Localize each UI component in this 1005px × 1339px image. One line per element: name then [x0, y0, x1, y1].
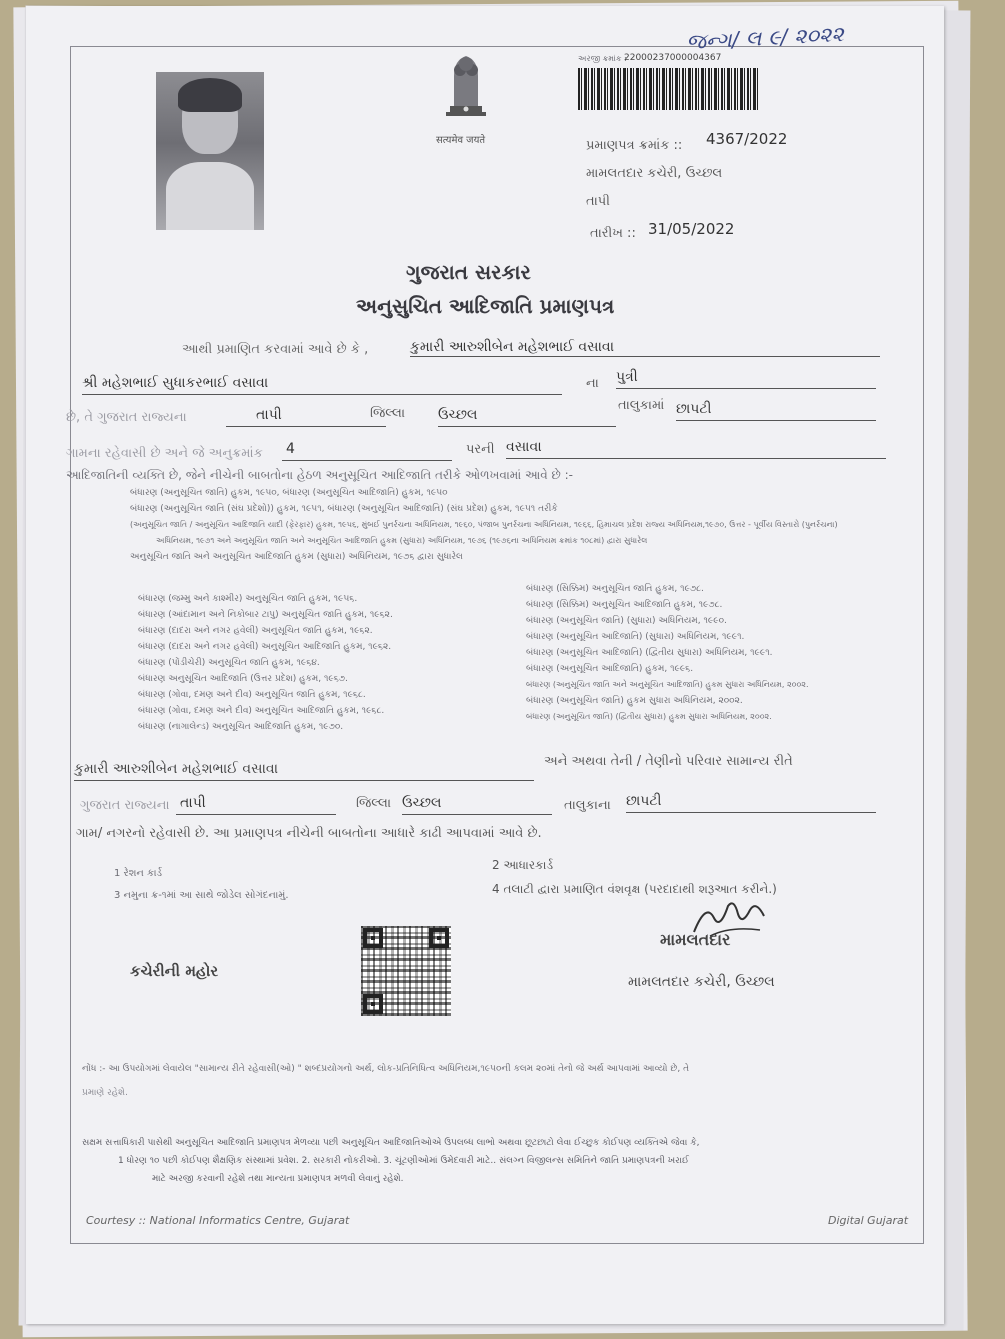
orders-left-column [138, 594, 393, 738]
residence-village: છાપટી [626, 793, 662, 809]
residence-district-label: જિલ્લા [356, 796, 392, 811]
applicant-photo [156, 72, 264, 230]
family-text: અને અથવા તેની / તેણીનો પરિવાર સામાન્ય રીતે [544, 754, 793, 769]
header-district: તાપી [586, 194, 610, 209]
tribe: વસાવા [506, 439, 542, 455]
relation-label: ના [586, 376, 599, 391]
note-line-1: નોંધ :- આ ઉપયોગમાં લેવાયેલ "સામાન્ય રીતે રહેવાસી(ઓ) " શબ્દપ્રયોગનો અર્થ, લોક-પ્રતિનિધિત્વ અધિનિયમ,૧૯૫૦ની કલમ ૨૦માં તેનો જે અર્થ આપવામાં આવ્યો છે, તે [82, 1064, 690, 1074]
tribe-suffix: આદિજાતિની વ્યક્તિ છે, જેને નીચેની બાબતોના હેઠળ અનુસૂચિત આદિજાતિ તરીકે ઓળખવામાં આવે છે :- [66, 468, 574, 482]
cert-no: 4367/2022 [706, 130, 788, 148]
signatory-office: મામલતદાર કચેરી, ઉચ્છલ [628, 974, 775, 990]
certificate-sheet [26, 6, 944, 1324]
para-line-2: 1 ધોરણ ૧૦ પછી કોઈપણ શૈક્ષણિક સંસ્થામાં પ્રવેશ. 2. સરકારી નોકરીઓ. 3. ચૂંટણીઓમાં ઉમેદવારી માટે.. સંલગ્ન વિજીલન્સ સમિતિને જાતિ પ્રમાણપત્રની ખરાઈ [118, 1156, 689, 1166]
order-line: બંધારણ (અનુસૂચિત જાતિ) હુકમ, ૧૯૫૦, બંધારણ (અનુસૂચિત આદિજાતિ) હુકમ, ૧૯૫૦ [130, 488, 448, 498]
taluka-name: ઉચ્છલ [438, 407, 478, 423]
cert-no-label: પ્રમાણપત્ર ક્રમાંક :: [586, 138, 683, 153]
order-right-item: બંધારણ (સિક્કિમ) અનુસૂચિત જાતિ હુકમ, ૧૯૭૮. [526, 584, 704, 594]
header-office: મામલતદાર કચેરી, ઉચ્છલ [586, 166, 723, 181]
order-line: બંધારણ (અનુસૂચિત જાતિ (સંઘ પ્રદેશો)) હુકમ, ૧૯૫૧, બંધારણ (અનુસૂચિત આદિજાતિ) (સંઘ પ્રદેશ) હુકમ, ૧૯૫૧ તરીકે [130, 504, 558, 514]
residence-taluka-label: તાલુકાના [564, 798, 611, 813]
order-left-item: બંધારણ અનુસૂચિત આદિજાતિ (ઉત્તર પ્રદેશ) હુકમ, ૧૯૬૭. [138, 674, 348, 684]
order-left-item: બંધારણ (દાદરા અને નગર હવેલી) અનુસૂચિત આદિજાતિ હુકમ, ૧૯૬૨. [138, 642, 392, 652]
document-2: 2 આધારકાર્ડ [492, 858, 554, 872]
digital-gujarat-text: Digital Gujarat [828, 1214, 909, 1227]
order-line: અનુસૂચિત જાતિ અને અનુસૂચિત આદિજાતિ હુકમ (સુધારા) અધિનિયમ, ૧૯૭૬ દ્વારા સુધારેલ [130, 552, 463, 562]
applicant-name: કુમારી આરુશીબેન મહેશભાઈ વસાવા [410, 339, 615, 355]
father-name: શ્રી મહેશભાઈ સુધાકરભાઈ વસાવા [82, 375, 269, 391]
taluka-field [438, 404, 616, 427]
document-3: 3 નમુના ક્ર-૧માં આ સાથે જોડેલ સોગંદનામું. [114, 890, 289, 901]
basis-text: ગામ/ નગરનો રહેવાસી છે. આ પ્રમાણપત્ર નીચેની બાબતોના આધારે કાઢી આપવામાં આવે છે. [76, 826, 542, 841]
residence-district: તાપી [180, 795, 206, 811]
relation-field [616, 366, 876, 389]
relation: પુત્રી [616, 369, 638, 385]
emblem-motto: सत्यमेव जयते [436, 135, 486, 146]
note-line-2: પ્રમાણે રહેશે. [82, 1088, 128, 1098]
residence-state-prefix: ગુજરાત રાજ્યના [80, 798, 170, 813]
handwritten-ref: જન્ગ/ લ ૯/ ૨૦૨૨ [685, 21, 845, 55]
resident-text: ગામના રહેવાસી છે અને જે અનુક્રમાંક [66, 446, 263, 461]
father-name-field [82, 372, 562, 395]
order-left-item: બંધારણ (પોંડીચેરી) અનુસૂચિત જાતિ હુકમ, ૧૯૬૪. [138, 658, 320, 668]
tribe-field [506, 436, 886, 459]
document-4: 4 તલાટી દ્વારા પ્રમાણિત વંશવૃક્ષ (પરદાદાથી શરૂઆત કરીને.) [492, 882, 777, 896]
order-left-item: બંધારણ (ગોવા, દમણ અને દીવ) અનુસૂચિત આદિજાતિ હુકમ, ૧૯૬૮. [138, 706, 385, 716]
para-line-1: સક્ષમ સત્તાધિકારી પાસેથી અનુસૂચિત આદિજાતિ પ્રમાણપત્ર મેળવ્યા પછી અનુસૂચિત આદિજાતિઓએ ઉપલબ્ધ લાભો અથવા છૂટછાટો લેવા ઈચ્છુક કોઈપણ વ્યક્તિએ જેવા કે, [82, 1138, 700, 1148]
order-line: અધિનિયમ, ૧૯૭૧ અને અનુસૂચિત જાતિ અને અનુસૂચિત આદિજાતિ હુકમ (સુધારા) અધિનિયમ, ૧૯૭૬ (૧૯૭૬ના અધિનિયમ ક્રમાંક ૧૦૮માં) દ્વારા સુધારેલ [156, 536, 648, 545]
order-right-item: બંધારણ (અનુસૂચિત આદિજાતિ) હુકમ, ૧૯૯૬. [526, 664, 694, 674]
residence-taluka-field [402, 792, 552, 815]
national-emblem-icon [436, 46, 496, 128]
govt-title: ગુજરાત સરકાર [406, 260, 531, 284]
barcode-label: અરજી ક્રમાંક : [578, 54, 627, 63]
district: તાપી [256, 407, 282, 423]
parni-label: પરની [466, 442, 495, 457]
applicant-name-field [410, 336, 880, 357]
district-field [226, 404, 386, 427]
order-left-item: બંધારણ (દાદરા અને નગર હવેલી) અનુસૂચિત જાતિ હુકમ, ૧૯૬૨. [138, 626, 373, 636]
village: છાપટી [676, 401, 712, 417]
order-right-item: બંધારણ (અનુસૂચિત જાતિ) હુકમ સુધારા અધિનિયમ, ૨૦૦૨. [526, 696, 743, 706]
office-seal-label: કચેરીની મહોર [130, 962, 219, 980]
state-prefix: છે, તે ગુજરાત રાજ્યના [66, 410, 187, 425]
village-field [676, 398, 876, 421]
residence-district-field [176, 792, 336, 815]
order-right-item: બંધારણ (અનુસૂચિત આદિજાતિ) (સુધારા) અધિનિયમ, ૧૯૯૧. [526, 632, 745, 642]
courtesy-text: Courtesy :: National Informatics Centre, Gujarat [86, 1214, 350, 1227]
order-right-item: બંધારણ (અનુસૂચિત આદિજાતિ) (દ્વિતીય સુધારા) અધિનિયમ, ૧૯૯૧. [526, 648, 773, 658]
para-line-3: માટે અરજી કરવાની રહેશે તથા માન્યતા પ્રમાણપત્ર મળવી લેવાનું રહેશે. [152, 1174, 404, 1184]
order-left-item: બંધારણ (જમ્મુ અને કાશ્મીર) અનુસૂચિત જાતિ હુકમ, ૧૯૫૬. [138, 594, 358, 604]
qr-code [361, 926, 451, 1016]
district-label: જિલ્લા [370, 406, 406, 421]
order-right-item: બંધારણ (અનુસૂચિત જાતિ) (સુધારા) અધિનિયમ, ૧૯૯૦. [526, 616, 727, 626]
document-1: 1 રેશન કાર્ડ [114, 868, 163, 879]
order-right-item: બંધારણ (સિક્કિમ) અનુસૂચિત આદિજાતિ હુકમ, ૧૯૭૮. [526, 600, 723, 610]
order-left-item: બંધારણ (ગોવા, દમણ અને દીવ) અનુસૂચિત જાતિ હુકમ, ૧૯૬૮. [138, 690, 366, 700]
residence-village-field [626, 790, 876, 813]
residence-name-field [74, 758, 534, 781]
order-left-item: બંધારણ (નાગાલેન્ડ) અનુસૂચિત આદિજાતિ હુકમ, ૧૯૭૦. [138, 722, 344, 732]
order-right-item: બંધારણ (અનુસૂચિત જાતિ અને અનુસૂચિત આદિજાતિ) હુકમ સુધારા અધિનિયમ, ૨૦૦૨. [526, 680, 809, 689]
issue-date: 31/05/2022 [648, 220, 735, 238]
serial-no: 4 [286, 441, 295, 457]
residence-taluka-name: ઉચ્છલ [402, 795, 442, 811]
serial-field [282, 438, 452, 461]
order-left-item: બંધારણ (આંદામાન અને નિકોબાર ટાપુ) અનુસૂચિત જાતિ હુકમ, ૧૯૬૨. [138, 610, 393, 620]
certificate-title: અનુસુચિત આદિજાતિ પ્રમાણપત્ર [356, 294, 615, 318]
certify-prefix: આથી પ્રમાણિત કરવામાં આવે છે કે , [182, 342, 369, 357]
taluka-label: તાલુકામાં [618, 398, 665, 413]
order-line: (અનુસૂચિત જાતિ / અનુસૂચિત આદિજાતિ યાદી (ફેરફાર) હુકમ, ૧૯૫૬, મુંબઈ પુનર્રચના અધિનિયમ, ૧૯૬૦, પંજાબ પુનર્રચના અધિનિયમ, ૧૯૬૬, હિમાચલ પ્રદેશ રાજ્ય અધિનિયમ,૧૯૭૦, ઉત્તર - પૂર્વીય વિસ્તારો (પુનર્રચના) [130, 520, 838, 529]
orders-block [130, 488, 910, 568]
residence-applicant-name: કુમારી આરુશીબેન મહેશભાઈ વસાવા [74, 761, 279, 777]
orders-right-column [526, 584, 809, 728]
order-right-item: બંધારણ (અનુસૂચિત જાતિ) (દ્વિતીય સુધારા) હુકમ સુધારા અધિનિયમ, ૨૦૦૨. [526, 712, 772, 721]
date-label: તારીખ :: [590, 226, 636, 241]
barcode [578, 68, 760, 110]
barcode-number: 22000237000004367 [624, 53, 722, 63]
signatory-title: મામલતદાર [660, 930, 731, 949]
